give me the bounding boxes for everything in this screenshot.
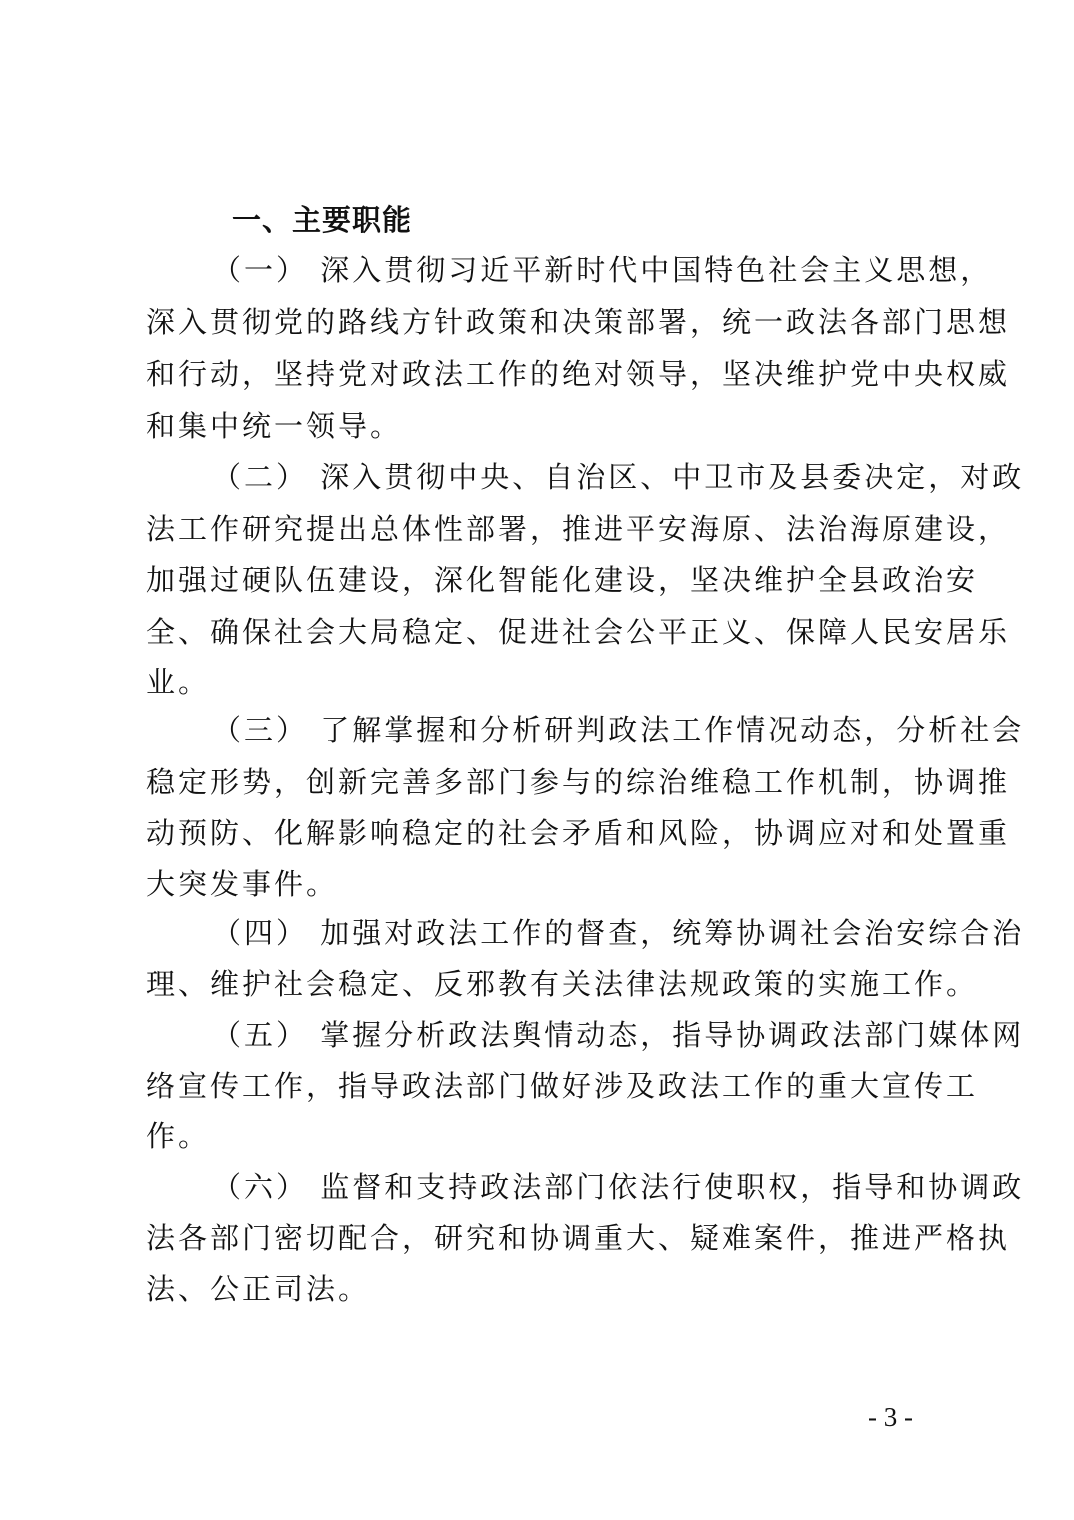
paragraph-3-line-1: （三） 了解掌握和分析研判政法工作情况动态，分析社会 [212, 713, 1025, 747]
paragraph-5-line-2: 络宣传工作，指导政法部门做好涉及政法工作的重大宣传工 [146, 1069, 979, 1103]
paragraph-4-line-1: （四） 加强对政法工作的督查，统筹协调社会治安综合治 [212, 916, 1025, 950]
paragraph-3-line-3: 动预防、化解影响稳定的社会矛盾和风险，协调应对和处置重 [146, 816, 1011, 850]
paragraph-5-line-1: （五） 掌握分析政法舆情动态，指导协调政法部门媒体网 [212, 1018, 1025, 1052]
paragraph-3-line-4: 大突发事件。 [146, 867, 339, 901]
paragraph-6-line-1: （六） 监督和支持政法部门依法行使职权，指导和协调政 [212, 1170, 1025, 1204]
paragraph-5-line-3: 作。 [146, 1119, 211, 1153]
paragraph-1-line-2: 深入贯彻党的路线方针政策和决策部署，统一政法各部门思想 [146, 305, 1011, 339]
paragraph-2-line-2: 法工作研究提出总体性部署，推进平安海原、法治海原建设， [146, 512, 1011, 546]
paragraph-2-line-5: 业。 [146, 665, 211, 699]
paragraph-2-line-3: 加强过硬队伍建设，深化智能化建设，坚决维护全县政治安 [146, 563, 979, 597]
section-heading: 一、主要职能 [232, 203, 413, 237]
paragraph-2-line-1: （二） 深入贯彻中央、自治区、中卫市及县委决定，对政 [212, 460, 1025, 494]
paragraph-3-line-2: 稳定形势，创新完善多部门参与的综治维稳工作机制，协调推 [146, 765, 1011, 799]
paragraph-1-line-4: 和集中统一领导。 [146, 409, 403, 443]
page-number: - 3 - [868, 1402, 913, 1432]
paragraph-2-line-4: 全、确保社会大局稳定、促进社会公平正义、保障人民安居乐 [146, 615, 1011, 649]
paragraph-1-line-3: 和行动，坚持党对政法工作的绝对领导，坚决维护党中央权威 [146, 357, 1011, 391]
paragraph-4-line-2: 理、维护社会稳定、反邪教有关法律法规政策的实施工作。 [146, 967, 979, 1001]
paragraph-6-line-3: 法、公正司法。 [146, 1272, 371, 1306]
paragraph-6-line-2: 法各部门密切配合，研究和协调重大、疑难案件，推进严格执 [146, 1221, 1011, 1255]
paragraph-1-line-1: （一） 深入贯彻习近平新时代中国特色社会主义思想， [212, 253, 993, 287]
